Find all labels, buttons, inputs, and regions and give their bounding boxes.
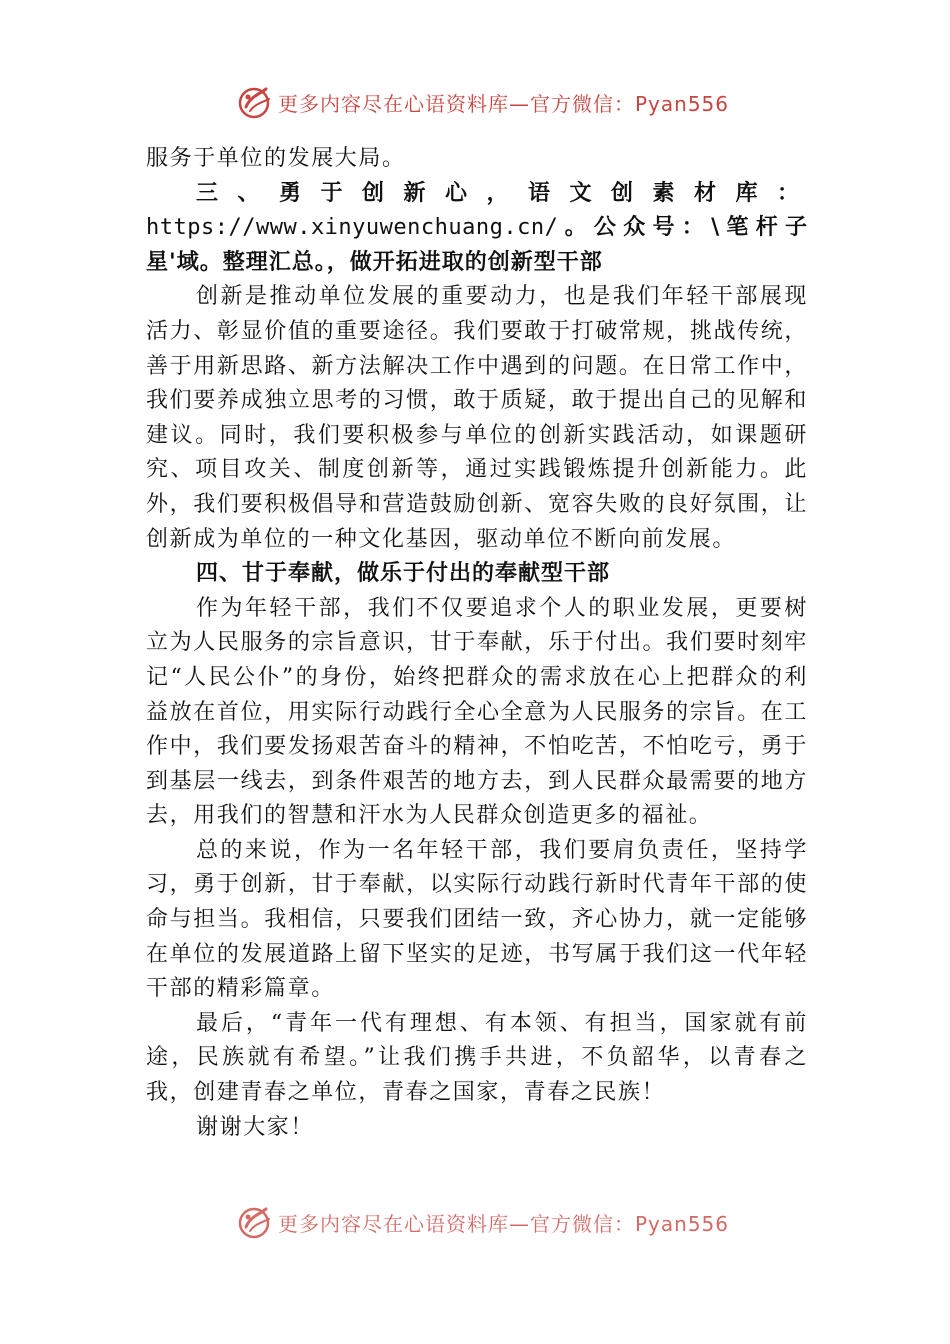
header-watermark: [236, 82, 729, 122]
document-body: [146, 142, 808, 1145]
section-heading-3-rest: 。公众号：\笔杆子星'域。整理汇总。，做开拓进取的创新型干部: [146, 215, 808, 275]
header-watermark-text: 更多内容尽在心语资料库—官方微信：Pyan556: [278, 91, 730, 116]
paragraph-summary: 总的来说，作为一名年轻干部，我们要肩负责任，坚持学习，勇于创新，甘于奉献，以实际行动践行新时代青年干部的使命与担当。我相信，只要我们团结一致，齐心协力，就一定能够在单位的发展道路上留下坚实的足迹，书写属于我们这一代年轻干部的精彩篇章。: [146, 837, 808, 1002]
section-heading-3: [146, 177, 808, 281]
paragraph-innovation: 创新是推动单位发展的重要动力，也是我们年轻干部展现活力、彰显价值的重要途径。我们要敢于打破常规，挑战传统，善于用新思路、新方法解决工作中遇到的问题。在日常工作中，我们要养成独立思考的习惯，敢于质疑，敢于提出自己的见解和建议。同时，我们要积极参与单位的创新实践活动，如课题研究、项目攻关、制度创新等，通过实践锻炼提升创新能力。此外，我们要积极倡导和营造鼓励创新、宽容失败的良好氛围，让创新成为单位的一种文化基因，驱动单位不断向前发展。: [146, 284, 808, 552]
section-heading-4: 四、甘于奉献，做乐于付出的奉献型干部: [196, 561, 611, 587]
paragraph-dedication: 作为年轻干部，我们不仅要追求个人的职业发展，更要树立为人民服务的宗旨意识，甘于奉献，乐于付出。我们要时刻牢记“人民公仆”的身份，始终把群众的需求放在心上把群众的利益放在首位，用实际行动践行全心全意为人民服务的宗旨。在工作中，我们要发扬艰苦奋斗的精神，不怕吃苦，不怕吃亏，勇于到基层一线去，到条件艰苦的地方去，到人民群众最需要的地方去，用我们的智慧和汗水为人民群众创造更多的福祉。: [146, 595, 808, 829]
logo-icon: [236, 83, 274, 121]
paragraph-intro-tail: 服务于单位的发展大局。: [146, 146, 406, 171]
paragraph-thanks: 谢谢大家！: [196, 1114, 315, 1140]
section-heading-3-url: https://www.xinyuwenchuang.cn/: [146, 215, 559, 241]
section-heading-3-prefix: 三、勇于创新心，语文创素材库：: [196, 180, 808, 206]
footer-watermark-text: 更多内容尽在心语资料库—官方微信：Pyan556: [278, 1211, 730, 1236]
logo-icon: [236, 1203, 274, 1241]
footer-watermark: [236, 1202, 729, 1242]
paragraph-closing: 最后，“青年一代有理想、有本领、有担当，国家就有前途，民族就有希望。”让我们携手共进，不负韶华，以青春之我，创建青春之单位，青春之国家，青春之民族！: [146, 1010, 808, 1106]
